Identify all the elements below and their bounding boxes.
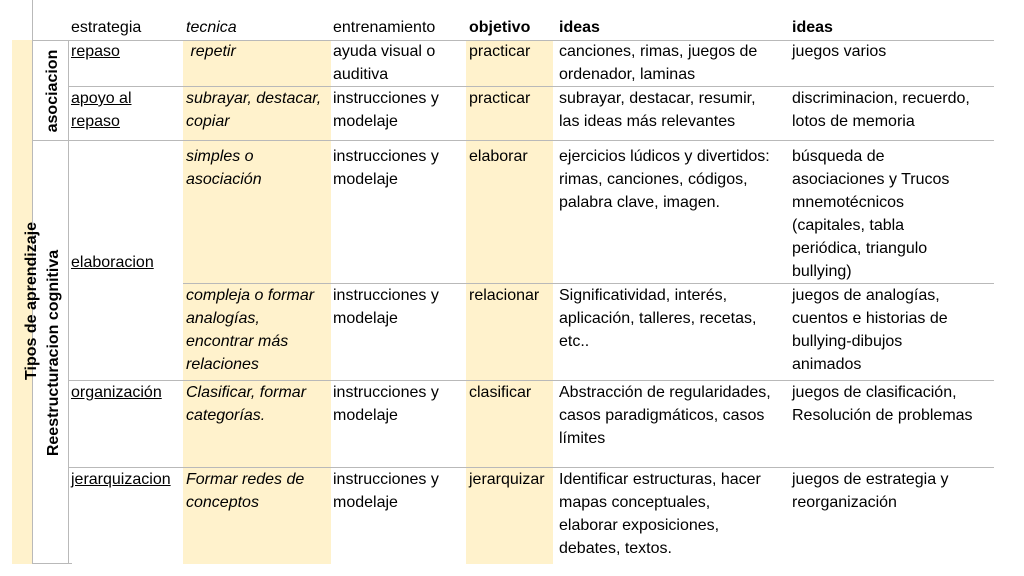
row3-tecnica: simples o asociación [186, 148, 262, 188]
row4-objetivo: relacionar [469, 287, 540, 304]
row6-ideas-1: Identificar estructuras, hacer mapas conceptuales, elaborar exposiciones, debates, textos. [559, 471, 761, 557]
header-entrenamiento: entrenamiento [333, 19, 436, 36]
row1-estrategia: repaso [71, 43, 120, 60]
row3-ideas-2: búsqueda de asociaciones y Trucos mnemotécnicos (capitales, tabla periódica, triangulo bullying) [792, 148, 950, 280]
row6-objetivo: jerarquizar [469, 471, 545, 488]
row2-entrenamiento: instrucciones y modelaje [333, 90, 439, 130]
row3-entrenamiento: instrucciones y modelaje [333, 148, 439, 188]
row2-ideas-2: discriminacion, recuerdo, lotos de memoria [792, 90, 970, 130]
row5-estrategia: organización [71, 384, 162, 401]
row2-ideas-1: subrayar, destacar, resumir, las ideas más relevantes [559, 90, 756, 130]
row2-estrategia: apoyo al repaso [71, 90, 132, 130]
row6-estrategia: jerarquizacion [71, 471, 171, 488]
row1-tecnica: repetir [186, 43, 236, 60]
table-bottom-line [32, 563, 72, 564]
row5-objetivo: clasificar [469, 384, 532, 401]
row4-ideas-1: Significatividad, interés, aplicación, talleres, recetas, etc.. [559, 287, 757, 350]
header-ideas-2: ideas [792, 19, 833, 36]
row3-estrategia: elaboracion [71, 254, 154, 271]
row3-objetivo: elaborar [469, 148, 528, 165]
row-group-asociacion: asociacion [44, 49, 61, 133]
row5-ideas-2: juegos de clasificación, Resolución de problemas [792, 384, 973, 424]
row6-ideas-2: juegos de estrategia y reorganización [792, 471, 949, 511]
row1-objetivo: practicar [469, 43, 531, 60]
header-ideas-1: ideas [559, 19, 600, 36]
row6-entrenamiento: instrucciones y modelaje [333, 471, 439, 511]
row1-ideas-2: juegos varios [792, 43, 887, 60]
row6-tecnica: Formar redes de conceptos [186, 471, 305, 511]
header-tecnica: tecnica [186, 19, 237, 36]
row2-bottom-line [32, 140, 994, 141]
group-divider [68, 40, 69, 564]
row3-ideas-1: ejercicios lúdicos y divertidos: rimas, canciones, códigos, palabra clave, imagen. [559, 148, 770, 211]
row5-entrenamiento: instrucciones y modelaje [333, 384, 439, 424]
row4-tecnica: compleja o formar analogías, encontrar más relaciones [186, 287, 315, 373]
row1-ideas-1: canciones, rimas, juegos de ordenador, laminas [559, 43, 758, 83]
row1-entrenamiento: ayuda visual o auditiva [333, 43, 436, 83]
row-group-tipos: Tipos de aprendizaje [23, 222, 40, 380]
row5-tecnica: Clasificar, formar categorías. [186, 384, 307, 424]
row5-ideas-1: Abstracción de regularidades, casos paradigmáticos, casos límites [559, 384, 771, 447]
header-estrategia: estrategia [71, 19, 142, 36]
row4-ideas-2: juegos de analogías, cuentos e historias de bullying-dibujos animados [792, 287, 948, 373]
header-objetivo: objetivo [469, 19, 531, 36]
row4-entrenamiento: instrucciones y modelaje [333, 287, 439, 327]
row2-objetivo: practicar [469, 90, 531, 107]
row2-tecnica: subrayar, destacar, copiar [186, 90, 322, 130]
row-group-reestructuracion: Reestructuracion cognitiva [45, 249, 62, 457]
